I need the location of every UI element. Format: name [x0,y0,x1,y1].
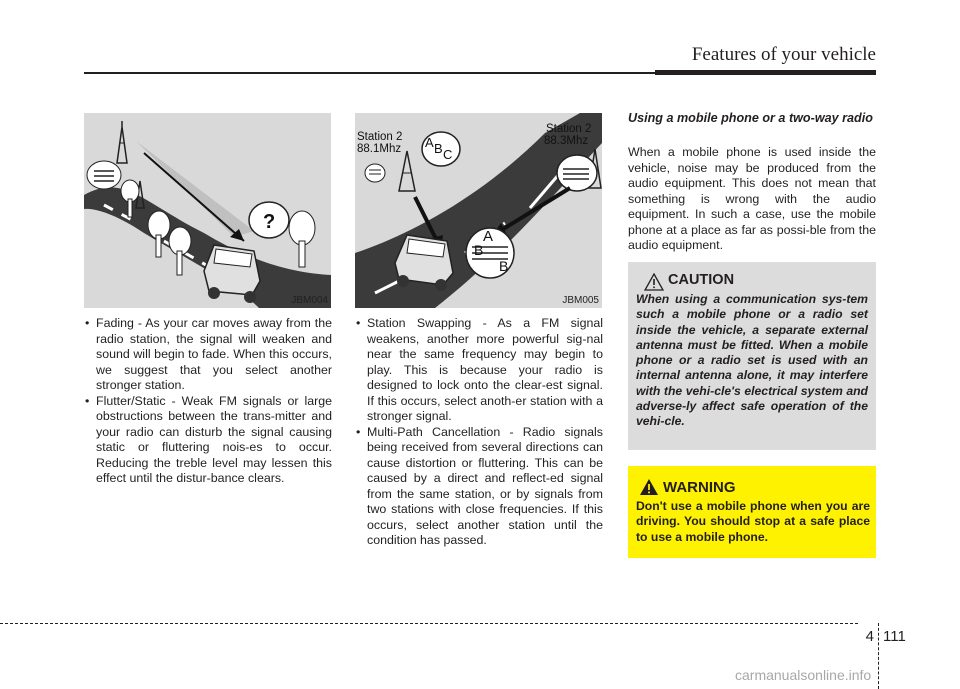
label-c: C [443,147,453,162]
question-mark: ? [263,211,276,233]
station-left-name: Station 2 [357,131,403,143]
caution-box [628,262,876,450]
list-item: • Fading - As your car moves away from the radio station, the signal will weaken and sound will begin to fade. When this occurs, we suggest that you select another stronger station. [84,316,332,394]
bullet-list-col1 [84,316,332,487]
warning-text: Don't use a mobile phone when you are driving. You should stop at a safe place to use a mobile phone. [636,499,870,544]
fading-illustration [84,113,331,308]
chapter-number: 4 [865,628,874,645]
caution-text: When using a communication sys-tem such a mobile phone or a radio set inside the vehicle, a separate external antenna must be fitted. When a mobile phone or a radio set is used with an internal antenna alone, it may interfere with the vehi-cle's electrical system and adverse-ly affect safe operation of the vehi-cle. [636,292,868,429]
section-title: Using a mobile phone or a two-way radio [628,111,873,125]
footer-divider [878,623,879,689]
list-item: • Flutter/Static - Weak FM signals or large obstructions between the trans-mitter and your radio can disturb the signal causing static or fluttering nois-es to occur. Reducing the treble level may lessen this effect until the distur-bance clears. [84,394,332,487]
label-b: B [499,258,509,274]
station-right-name: Station 2 [546,123,592,135]
header-rule-accent [655,70,876,75]
radio-tower-icon [117,121,127,163]
label-b: B [474,242,484,258]
label-b: B [434,141,443,156]
station-right-freq: 88.3Mhz [544,135,589,147]
bullet-list-col2 [355,316,603,549]
radio-tower-icon [399,151,415,191]
page-number: 111 [883,628,906,645]
footer-rule [0,623,858,624]
header-title: Features of your vehicle [691,44,876,65]
car-icon [204,245,260,303]
caution-title: CAUTION [668,272,735,288]
section-body: When a mobile phone is used inside the vehicle, noise may be produced from the audio equipment. This does not mean that something is wrong with the audio equipment. In such a case, use the mobile phone at a place as far as possi-ble from the audio equipment. [628,145,876,252]
watermark: carmanualsonline.info [735,667,872,683]
label-a: A [483,228,494,245]
car-icon [395,235,453,291]
station-left-freq: 88.1Mhz [357,143,402,155]
figure-code: JBM005 [562,295,599,306]
figure-fading [84,113,331,308]
station-swapping-illustration [355,113,602,308]
warning-icon [639,478,659,496]
figure-station-swapping [355,113,602,308]
warning-box [628,466,876,558]
label-a: A [425,135,434,150]
list-item: • Station Swapping - As a FM signal weakens, another more powerful sig-nal near the same frequency may begin to play. This is because your radio is designed to lock onto the clear-est signal. If this occurs, select anoth-er station with a stronger signal. [355,316,603,425]
list-item: • Multi-Path Cancellation - Radio signals being received from several directions can cause distortion or fluttering. This can be caused by a direct and reflect-ed signal from the same station, or by signals from two stations with close frequencies. If this occurs, select another station until the condition has passed. [355,425,603,549]
caution-icon [644,273,664,291]
warning-title: WARNING [663,479,736,496]
figure-code: JBM004 [291,295,328,306]
